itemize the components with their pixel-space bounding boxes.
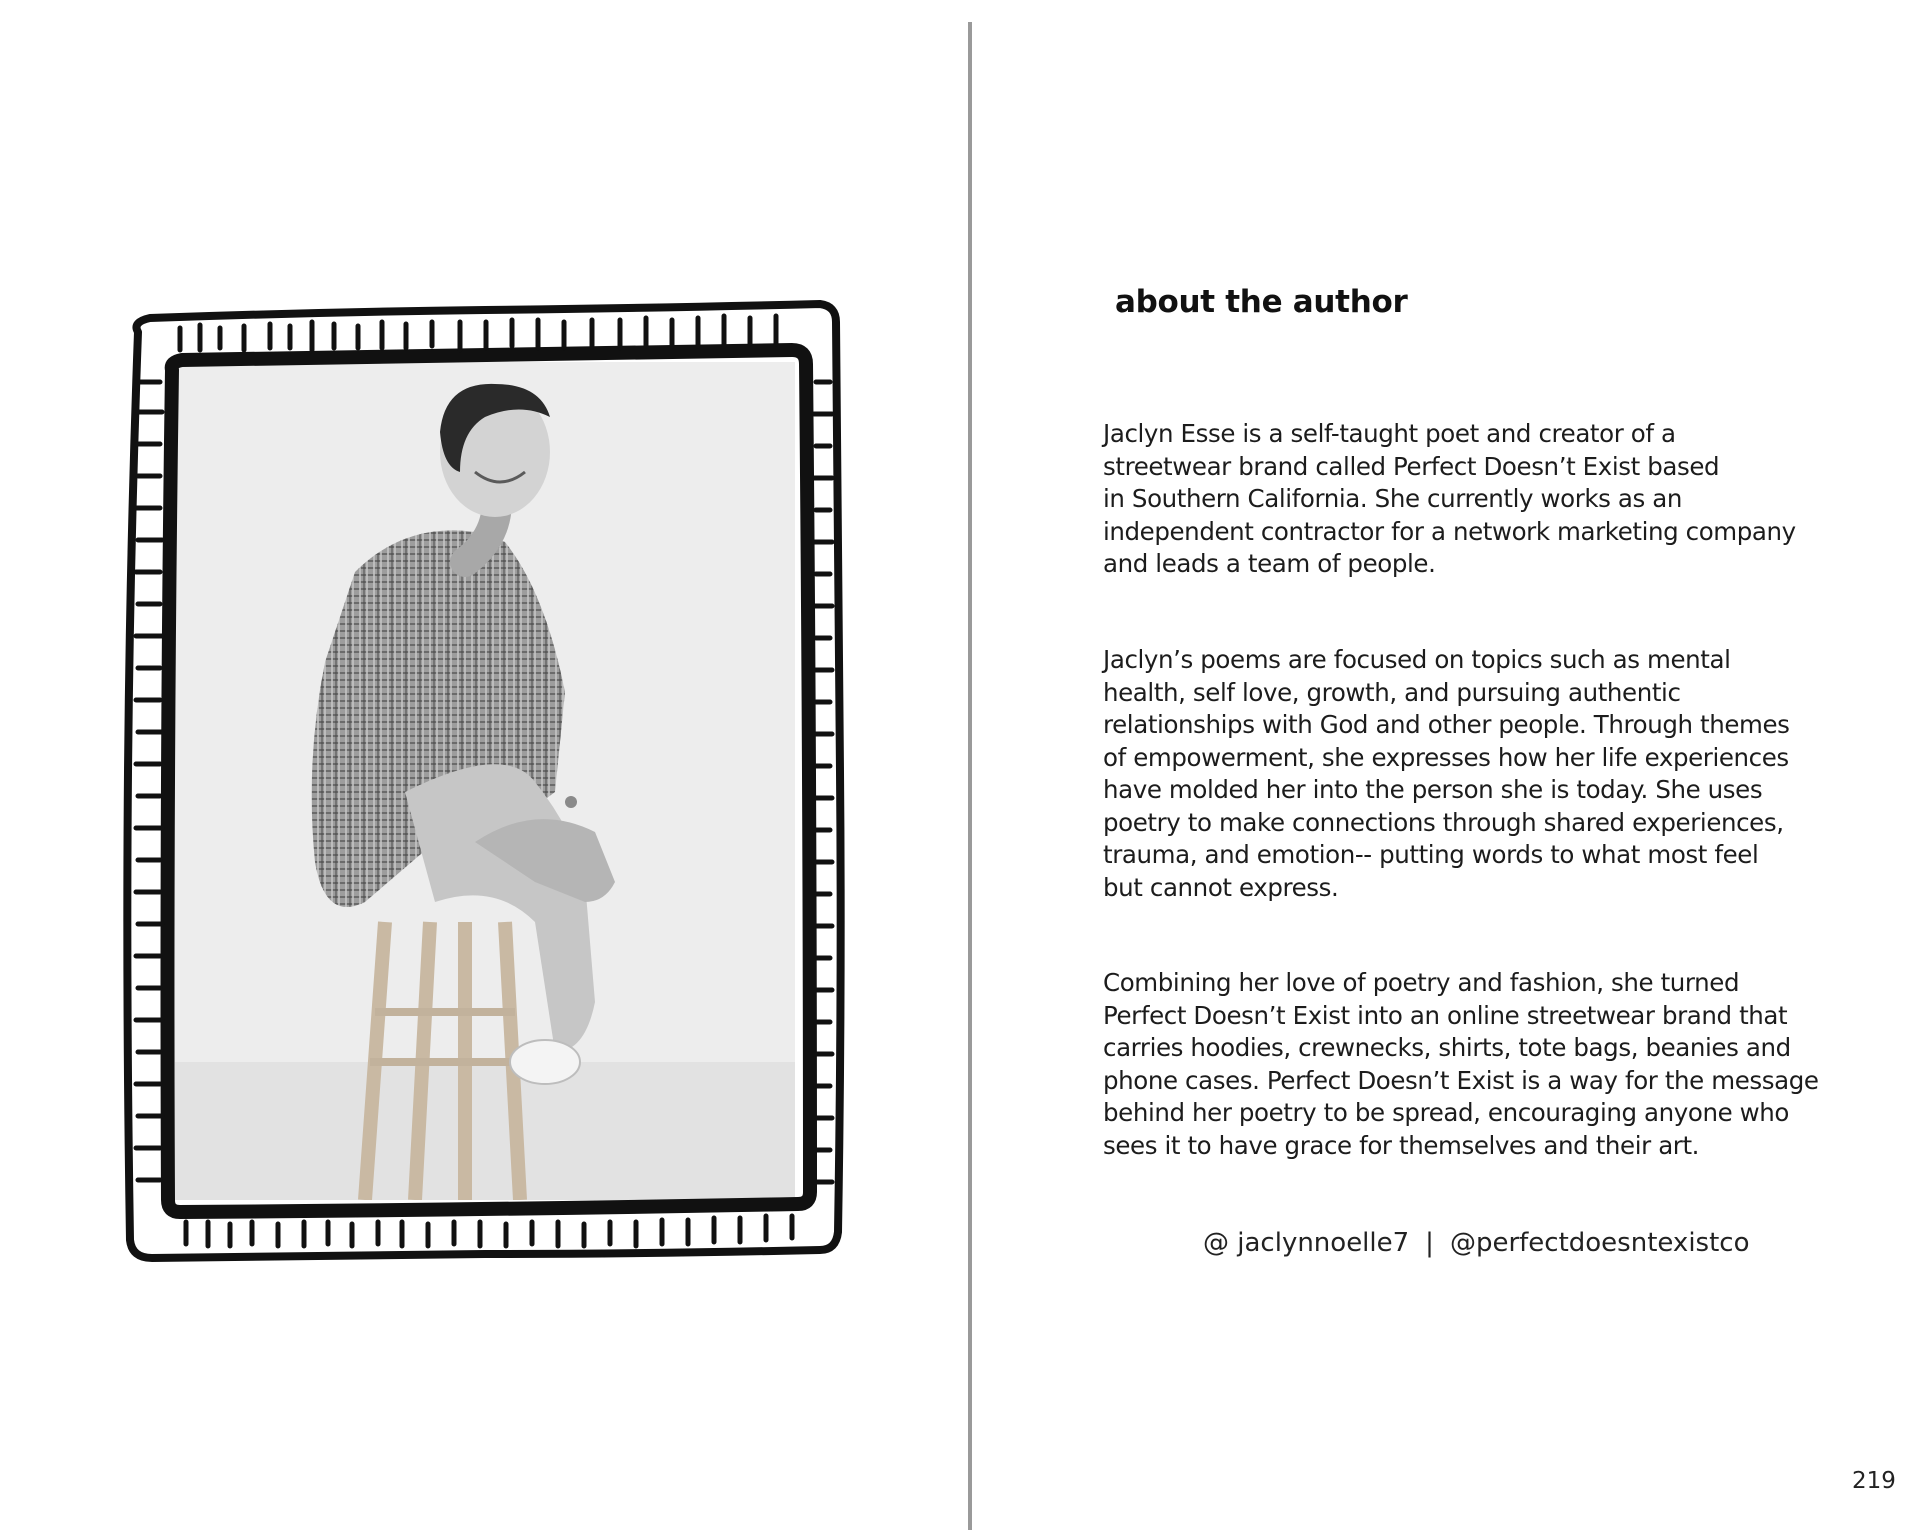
bio-line: trauma, and emotion-- putting words to what most feel (1103, 840, 1759, 869)
bio-paragraph-3 (1103, 967, 1823, 1162)
bio-line: behind her poetry to be spread, encouraging anyone who (1103, 1098, 1790, 1127)
handle-separator: | (1425, 1228, 1434, 1258)
bio-paragraph-1 (1103, 418, 1823, 581)
bio-line: sees it to have grace for themselves and their art. (1103, 1130, 1700, 1160)
bio-line: independent contractor for a network marketing company (1103, 516, 1796, 546)
author-photo-frame (120, 292, 850, 1262)
bio-line: in Southern California. She currently works as an (1103, 484, 1683, 513)
bio-line: have molded her into the person she is today. She uses (1103, 775, 1763, 804)
hand-drawn-frame-icon (120, 292, 850, 1262)
brand-handle-link[interactable]: @perfectdoesntexistco (1449, 1228, 1750, 1258)
bio-line: Perfect Doesn’t Exist into an online streetwear brand that (1103, 1000, 1788, 1030)
bio-line: health, self love, growth, and pursuing authentic (1103, 677, 1681, 707)
page-number: 219 (1852, 1468, 1896, 1494)
bio-line: poetry to make connections through shared experiences, (1103, 807, 1784, 837)
bio-line: of empowerment, she expresses how her life experiences (1103, 742, 1789, 772)
bio-paragraph-2 (1103, 644, 1823, 904)
page-gutter-divider (968, 22, 972, 1530)
bio-line: carries hoodies, crewnecks, shirts, tote bags, beanies and (1103, 1033, 1791, 1062)
bio-line: and leads a team of people. (1103, 549, 1436, 578)
bio-line: Combining her love of poetry and fashion, she turned (1103, 968, 1740, 997)
bio-line: streetwear brand called Perfect Doesn’t Exist based (1103, 451, 1720, 481)
bio-line: phone cases. Perfect Doesn’t Exist is a way for the message (1103, 1065, 1819, 1095)
section-heading: about the author (1115, 284, 1408, 320)
personal-handle-link[interactable]: @ jaclynnoelle7 (1203, 1228, 1410, 1258)
bio-line: Jaclyn’s poems are focused on topics such as mental (1103, 645, 1731, 674)
bio-line: relationships with God and other people. Through themes (1103, 710, 1790, 739)
social-handles (1103, 1228, 1823, 1258)
bio-line: but cannot express. (1103, 872, 1339, 902)
bio-line: Jaclyn Esse is a self-taught poet and creator of a (1103, 419, 1676, 448)
